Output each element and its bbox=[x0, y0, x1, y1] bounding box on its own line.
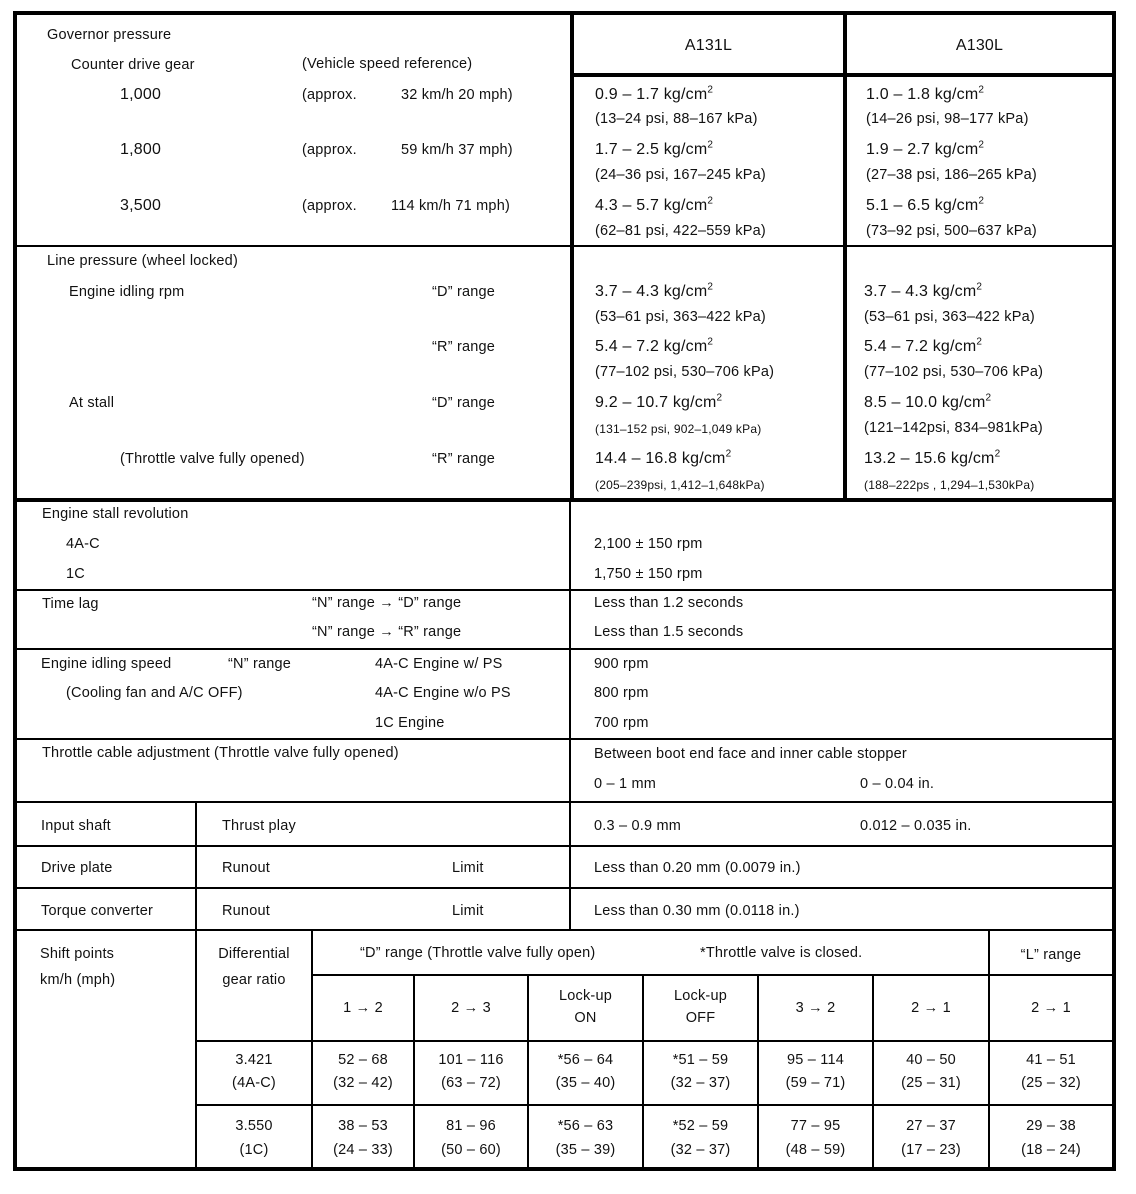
divider bbox=[569, 501, 571, 930]
column-header-a130l: A130L bbox=[955, 37, 1004, 54]
l-range-header: “L” range bbox=[1020, 947, 1082, 963]
section-title-governor: Governor pressure bbox=[47, 27, 172, 43]
torque-converter-item: Runout bbox=[222, 903, 270, 919]
divider bbox=[17, 648, 1112, 650]
divider bbox=[17, 929, 1112, 931]
divider bbox=[572, 73, 1112, 77]
counter-drive-gear-label: Counter drive gear bbox=[71, 57, 195, 73]
divider bbox=[17, 498, 1112, 502]
divider bbox=[17, 801, 1112, 803]
section-title-line-pressure: Line pressure (wheel locked) bbox=[47, 253, 238, 269]
idle-note: (Cooling fan and A/C OFF) bbox=[66, 685, 243, 701]
col-header-1-2: 1 → 2 bbox=[343, 1000, 383, 1016]
d-range-header: “D” range (Throttle valve fully open) bbox=[360, 945, 596, 961]
divider bbox=[17, 845, 1112, 847]
shift-points-unit: km/h (mph) bbox=[40, 972, 116, 988]
torque-converter-limit: Limit bbox=[452, 903, 484, 919]
col-header-2-1: 2 → 1 bbox=[911, 1000, 951, 1016]
throttle-note: (Throttle valve fully opened) bbox=[120, 451, 305, 467]
drive-plate-item: Runout bbox=[222, 860, 270, 876]
input-shaft-mm: 0.3 – 0.9 mm bbox=[594, 818, 682, 834]
throttle-cable-in: 0 – 0.04 in. bbox=[860, 776, 935, 792]
divider bbox=[17, 245, 1112, 247]
divider bbox=[570, 13, 574, 501]
engine-idling-label: Engine idling rpm bbox=[69, 284, 185, 300]
speed-reference-label: (Vehicle speed reference) bbox=[302, 56, 473, 72]
section-title-idle: Engine idling speed bbox=[41, 656, 172, 672]
divider bbox=[17, 738, 1112, 740]
col-header-l-2-1: 2 → 1 bbox=[1031, 1000, 1071, 1016]
section-title-torque-converter: Torque converter bbox=[41, 903, 154, 919]
col-header-lockup-off-2: OFF bbox=[685, 1010, 716, 1026]
idle-range: “N” range bbox=[228, 656, 292, 672]
section-title-input-shaft: Input shaft bbox=[41, 818, 111, 834]
diff-ratio-label-2: gear ratio bbox=[222, 972, 286, 988]
input-shaft-in: 0.012 – 0.035 in. bbox=[860, 818, 972, 834]
at-stall-label: At stall bbox=[69, 395, 115, 411]
throttle-cable-mm: 0 – 1 mm bbox=[594, 776, 657, 792]
diff-ratio-label-1: Differential bbox=[218, 946, 290, 962]
divider bbox=[17, 589, 1112, 591]
divider bbox=[843, 13, 847, 501]
column-header-a131l: A131L bbox=[684, 37, 733, 54]
section-title-shift-points: Shift points bbox=[40, 946, 115, 962]
torque-converter-value: Less than 0.30 mm (0.0118 in.) bbox=[594, 903, 800, 919]
section-title-time-lag: Time lag bbox=[42, 596, 99, 612]
drive-plate-value: Less than 0.20 mm (0.0079 in.) bbox=[594, 860, 801, 876]
divider bbox=[197, 1104, 1112, 1106]
drive-plate-limit: Limit bbox=[452, 860, 484, 876]
divider bbox=[17, 887, 1112, 889]
section-title-throttle-cable: Throttle cable adjustment (Throttle valve fully opened) bbox=[42, 745, 399, 761]
divider bbox=[313, 974, 1112, 976]
input-shaft-item: Thrust play bbox=[222, 818, 296, 834]
col-header-2-3: 2 → 3 bbox=[451, 1000, 491, 1016]
throttle-closed-note: *Throttle valve is closed. bbox=[700, 945, 863, 961]
divider bbox=[195, 803, 197, 929]
col-header-3-2: 3 → 2 bbox=[795, 1000, 836, 1016]
section-title-drive-plate: Drive plate bbox=[41, 860, 113, 876]
throttle-cable-desc: Between boot end face and inner cable stopper bbox=[594, 746, 907, 762]
col-header-lockup-off-1: Lock-up bbox=[674, 988, 727, 1004]
divider bbox=[197, 1040, 1112, 1042]
col-header-lockup-on-2: ON bbox=[574, 1010, 597, 1026]
section-title-stall: Engine stall revolution bbox=[42, 506, 189, 522]
col-header-lockup-on-1: Lock-up bbox=[559, 988, 612, 1004]
